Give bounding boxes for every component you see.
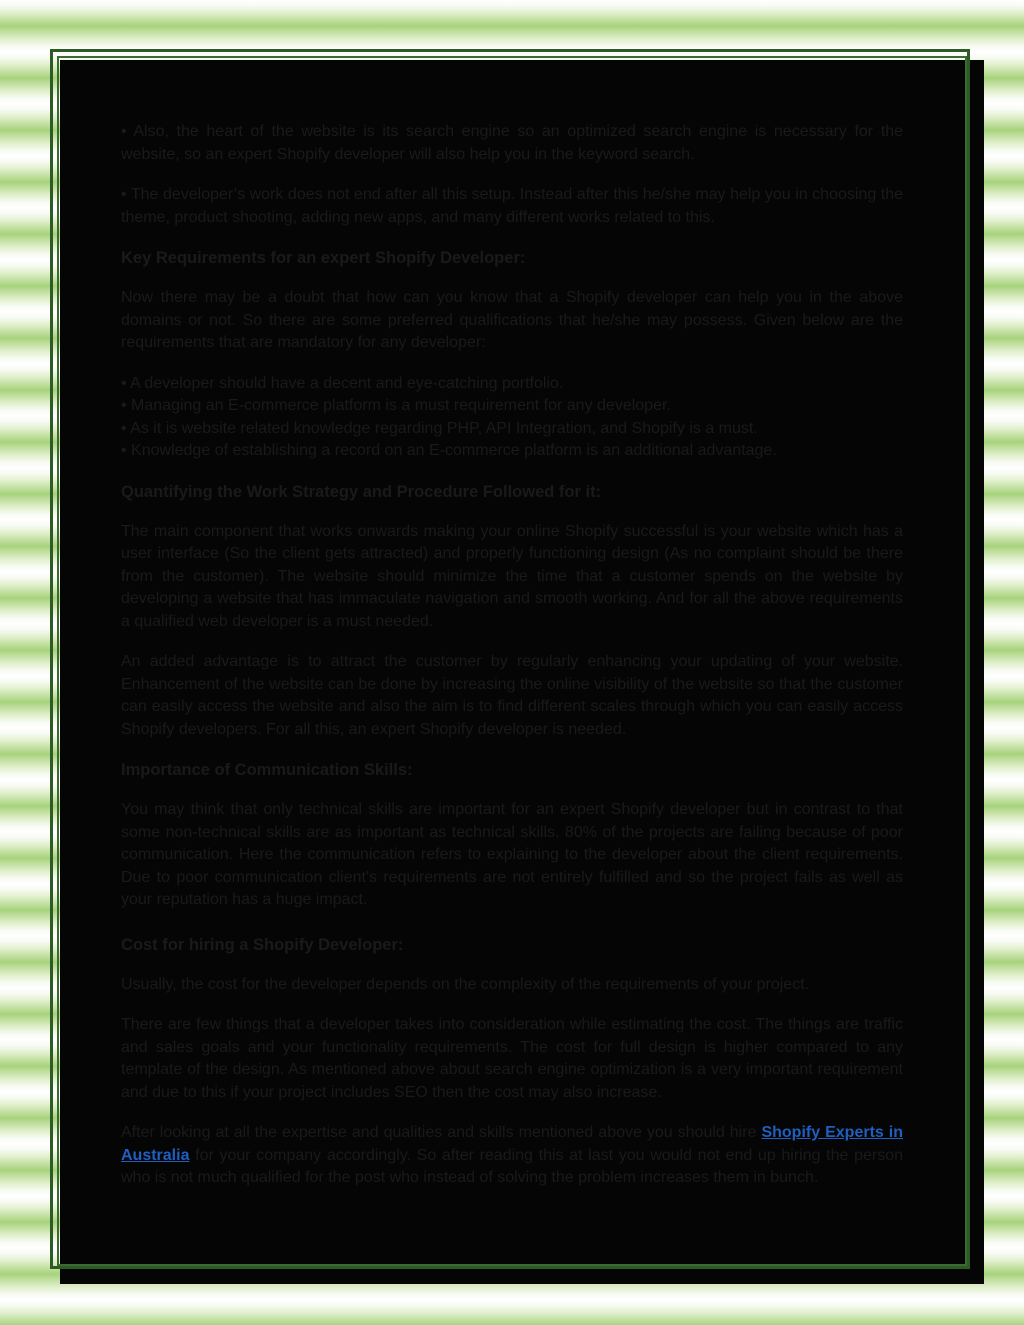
document-body — [121, 121, 903, 1208]
list-item: • As it is website related knowledge regarding PHP, API Integration, and Shopify is a must. — [121, 419, 758, 437]
paragraph-cost-2: There are few things that a developer takes into consideration while estimating the cost. The things are traffic and sales goals and your functionality requirements. The cost for full design is higher compared to any template of the design. As mentioned above about search engine optimization is a very important requirement and due to this if your project includes SEO then the cost may also increase. — [121, 1016, 903, 1101]
paragraph-strategy-1: The main component that works onwards making your online Shopify successful is your website which has a user interface (So the client gets attracted) and properly functioning design (As no complaint should be there from the customer). The website should minimize the time that a customer spends on the website by developing a website that has immaculate navigation and smooth working. And for all the above requirements a qualified web developer is a must needed. — [121, 522, 903, 630]
list-item: • Managing an E-commerce platform is a must requirement for any developer. — [121, 397, 671, 414]
paragraph-strategy-2: An added advantage is to attract the customer by regularly enhancing your updating of your website. Enhancement of the website can be done by increasing the online visibility of the website so that the customer can easily access the website and also the aim is to find different scales through which you can easily access Shopify developers. For all this, an expert Shopify developer is needed. — [121, 653, 903, 738]
paragraph-cost-1: Usually, the cost for the developer depends on the complexity of the requirements of your project. — [121, 975, 810, 993]
paragraph-search-engine: • Also, the heart of the website is its search engine so an optimized search engine is necessary for the website, so an expert Shopify developer will also help you in the keyword search. — [121, 123, 903, 163]
paragraph-communication: You may think that only technical skills are important for an expert Shopify developer but in contrast to that some non-technical skills are as important as technical skills. 80% of the projects are failing because of poor communication. Here the communication refers to explaining to the developer about the client requirements. Due to poor communication client's requirements are not entirely fulfilled and so the project fails as well as your reputation has a huge impact. — [121, 801, 903, 908]
final-text-end: for your company accordingly. So after reading this at last you would not end up hiring the person who is not much qualified for the post who instead of solving the problem increases them in bunch. — [121, 1146, 903, 1186]
final-text-start: After looking at all the expertise and qualities and skills mentioned above you should hire — [121, 1124, 762, 1141]
heading-key-requirements: Key Requirements for an expert Shopify Developer: — [121, 249, 526, 267]
list-item: • Knowledge of establishing a record on an E-commerce platform is an additional advantage. — [121, 442, 777, 459]
paragraph-requirements-intro: Now there may be a doubt that how can you know that a Shopify developer can help you in the above domains or not. So there are some preferred qualifications that he/she may possess. Given below are the requirements that are mandatory for any developer: — [121, 289, 903, 351]
heading-work-strategy: Quantifying the Work Strategy and Procedure Followed for it: — [121, 482, 602, 501]
shopify-experts-link[interactable]: Shopify Experts in Australia — [121, 1124, 903, 1164]
paragraph-final — [121, 1122, 903, 1190]
heading-cost: Cost for hiring a Shopify Developer: — [121, 935, 404, 954]
list-item: • A developer should have a decent and eye-catching portfolio. — [121, 374, 564, 392]
paragraph-developer-work: • The developer’s work does not end after all this setup. Instead after this he/she may help you in choosing the theme, product shooting, adding new apps, and many different works related to this. — [121, 186, 903, 226]
heading-communication: Importance of Communication Skills: — [121, 761, 413, 779]
requirements-list — [121, 373, 903, 463]
